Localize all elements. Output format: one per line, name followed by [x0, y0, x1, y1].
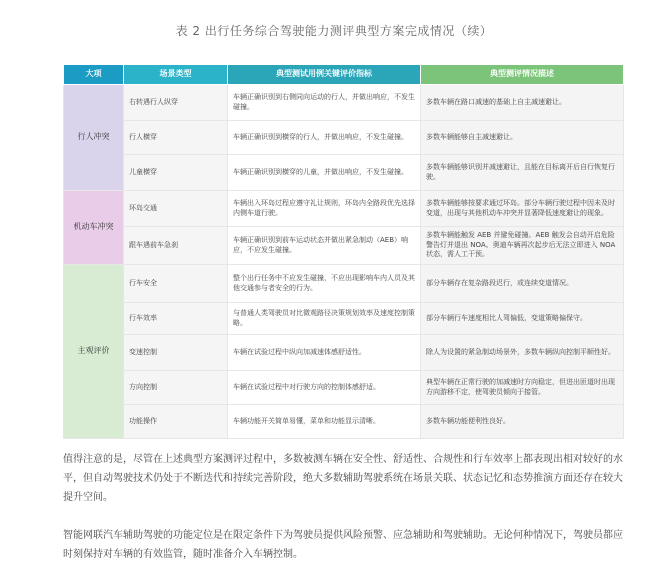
indicator-cell: 车辆功能开关简单易懂，菜单和功能显示清晰。	[228, 405, 421, 439]
result-cell: 部分车辆行车速度相比人驾偏低，变道策略偏保守。	[421, 303, 624, 335]
indicator-cell: 车辆正确识别到横穿的行人，并做出响应，不发生碰撞。	[228, 121, 421, 155]
header-category: 大项	[64, 65, 124, 85]
table-row	[64, 227, 624, 265]
table-row	[64, 121, 624, 155]
scene-cell: 跟车遇前车急刹	[124, 227, 228, 265]
header-result: 典型测评情况描述	[421, 65, 624, 85]
table-caption: 表 2 出行任务综合驾驶能力测评典型方案完成情况（续）	[175, 24, 493, 38]
table-row	[64, 335, 624, 371]
indicator-cell: 车辆正确识别到右侧同向运动的行人，并做出响应，不发生碰撞。	[228, 85, 421, 121]
table-row	[64, 405, 624, 439]
header-indicator: 典型测试用例关键评价指标	[228, 65, 421, 85]
indicator-cell: 与普通人类驾驶员对比微观路径决策规划效率及速度控制策略。	[228, 303, 421, 335]
scene-cell: 环岛交通	[124, 191, 228, 227]
category-cell: 机动车冲突	[64, 191, 124, 265]
table-row	[64, 303, 624, 335]
indicator-cell: 车辆在试验过程中对行驶方向的控制体感舒适。	[228, 371, 421, 405]
body-paragraph: 值得注意的是，尽管在上述典型方案测评过程中，多数被测车辆在安全性、舒适性、合规性和行车效率上都表现出相对较好的水平，但自动驾驶技术仍处于不断迭代和持续完善阶段，绝大多数辅助驾驶系统在场景关联、状态记忆和态势推演方面还存在较大提升空间。	[63, 454, 623, 503]
indicator-cell: 车辆正确识别到横穿的儿童，并做出响应，不发生碰撞。	[228, 155, 421, 191]
scene-cell: 儿童横穿	[124, 155, 228, 191]
result-cell: 多数车辆在路口减速的基础上自主减速避让。	[421, 85, 624, 121]
indicator-cell: 车辆在试验过程中纵向加减速体感舒适性。	[228, 335, 421, 371]
scene-cell: 行人横穿	[124, 121, 228, 155]
result-cell: 除人为设置的紧急制动场景外，多数车辆纵向控制平顺性好。	[421, 335, 624, 371]
result-cell: 典型车辆在正常行驶的加减速时方向稳定，但进出匝道时出现方向游移不定，使驾驶员倾向于接管。	[421, 371, 624, 405]
scene-cell: 功能操作	[124, 405, 228, 439]
indicator-cell: 整个出行任务中不应发生碰撞，不应出现影响车内人员及其他交通参与者安全的行为。	[228, 265, 421, 303]
table-row	[64, 191, 624, 227]
scene-cell: 方向控制	[124, 371, 228, 405]
result-cell: 部分车辆存在复杂路段迟行，或连续变道情况。	[421, 265, 624, 303]
result-cell: 多数车辆能触发 AEB 并避免碰撞。AEB 触发会自动开启危险警告灯并退出 NOA。奥迪车辆再次起步后无法立即进入 NOA 状态，需人工干预。	[421, 227, 624, 265]
evaluation-table	[63, 64, 624, 439]
table-row	[64, 155, 624, 191]
result-cell: 多数车辆能够识别并减速避让，且能在目标离开后自行恢复行驶。	[421, 155, 624, 191]
table-row	[64, 265, 624, 303]
scene-cell: 变速控制	[124, 335, 228, 371]
indicator-cell: 车辆出入环岛过程应遵守礼让规则，环岛内全路段优先选择内侧车道行驶。	[228, 191, 421, 227]
table-row	[64, 371, 624, 405]
category-cell: 主观评价	[64, 265, 124, 439]
table-header-row	[64, 65, 624, 85]
result-cell: 多数车辆能够按要求通过环岛。部分车辆行驶过程中因未及时变道，出现与其他机动车冲突并显著降低速度避让的现象。	[421, 191, 624, 227]
result-cell: 多数车辆功能便利性良好。	[421, 405, 624, 439]
indicator-cell: 车辆正确识别到前车运动状态并做出紧急制动（AEB）响应，不应发生碰撞。	[228, 227, 421, 265]
scene-cell: 行车效率	[124, 303, 228, 335]
table-row	[64, 85, 624, 121]
body-paragraph: 智能网联汽车辅助驾驶的功能定位是在限定条件下为驾驶员提供风险预警、应急辅助和驾驶辅助。无论何种情况下，驾驶员都应时刻保持对车辆的有效监管，随时准备介入车辆控制。	[63, 530, 623, 560]
header-scene: 场景类型	[124, 65, 228, 85]
category-cell: 行人冲突	[64, 85, 124, 191]
scene-cell: 行车安全	[124, 265, 228, 303]
result-cell: 多数车辆能够自主减速避让。	[421, 121, 624, 155]
scene-cell: 右转遇行人纵穿	[124, 85, 228, 121]
